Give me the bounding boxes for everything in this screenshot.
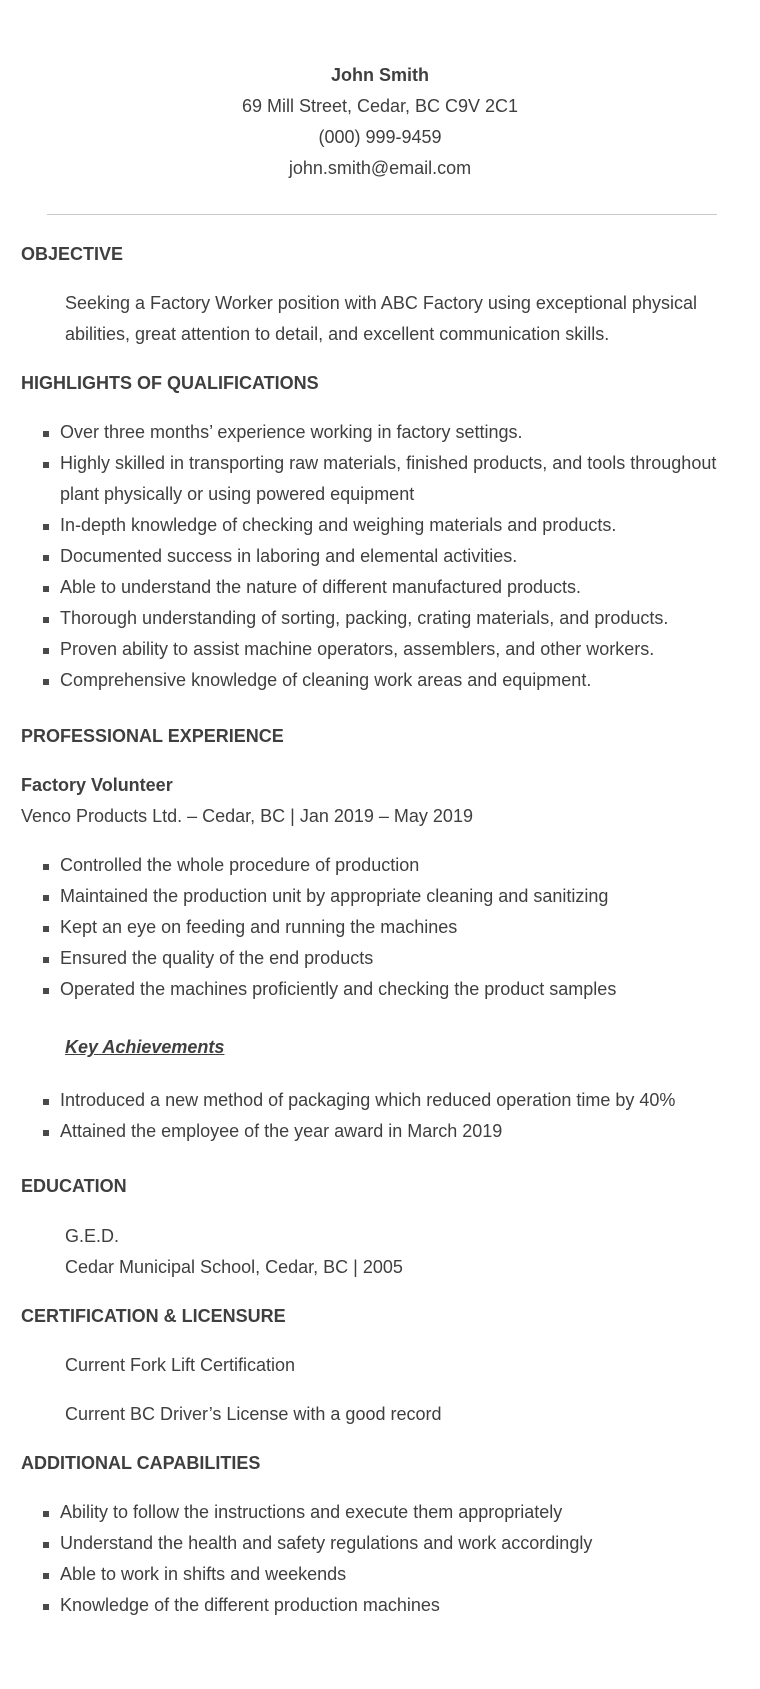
list-item: Over three months’ experience working in factory settings. (60, 417, 760, 448)
list-item: Able to understand the nature of different manufactured products. (60, 572, 760, 603)
job-duties-list (0, 850, 760, 1005)
certification-item: Current BC Driver’s License with a good record (65, 1404, 442, 1424)
list-item: Highly skilled in transporting raw materials, finished products, and tools throughout plant physically or using powered equipment (60, 448, 760, 510)
objective-text: Seeking a Factory Worker position with ABC Factory using exceptional physical abilities, great attention to detail, and excellent communication skills. (65, 293, 697, 344)
certification-section (0, 1304, 760, 1430)
list-item: Ability to follow the instructions and execute them appropriately (60, 1497, 760, 1528)
list-item: Operated the machines proficiently and checking the product samples (60, 974, 760, 1005)
job-meta: Venco Products Ltd. – Cedar, BC | Jan 2019 – May 2019 (21, 806, 473, 826)
section-title-highlights: HIGHLIGHTS OF QUALIFICATIONS (21, 373, 319, 393)
list-item: Understand the health and safety regulations and work accordingly (60, 1528, 760, 1559)
candidate-phone: (000) 999-9459 (318, 127, 442, 147)
candidate-address: 69 Mill Street, Cedar, BC C9V 2C1 (241, 96, 519, 116)
education-school: Cedar Municipal School, Cedar, BC | 2005 (65, 1257, 403, 1277)
achievements-list (0, 1085, 760, 1147)
list-item: Attained the employee of the year award in March 2019 (60, 1116, 760, 1147)
key-achievements-heading: Key Achievements (65, 1037, 225, 1057)
header-divider (47, 214, 717, 215)
list-item: Thorough understanding of sorting, packing, crating materials, and products. (60, 603, 760, 634)
experience-section (0, 724, 760, 1147)
section-title-objective: OBJECTIVE (21, 244, 124, 264)
list-item: In-depth knowledge of checking and weighing materials and products. (60, 510, 760, 541)
highlights-section (0, 371, 760, 696)
resume-header (0, 0, 760, 184)
list-item: Knowledge of the different production machines (60, 1590, 760, 1621)
list-item: Documented success in laboring and elemental activities. (60, 541, 760, 572)
section-title-certification: CERTIFICATION & LICENSURE (21, 1306, 286, 1326)
list-item: Ensured the quality of the end products (60, 943, 760, 974)
job-entry (0, 770, 760, 1147)
list-item: Kept an eye on feeding and running the machines (60, 912, 760, 943)
highlights-list (0, 417, 760, 696)
candidate-email: john.smith@email.com (288, 158, 472, 178)
section-title-education: EDUCATION (21, 1176, 127, 1196)
additional-list (0, 1497, 760, 1621)
list-item: Controlled the whole procedure of production (60, 850, 760, 881)
list-item: Proven ability to assist machine operators, assemblers, and other workers. (60, 634, 760, 665)
additional-section (0, 1451, 760, 1621)
section-title-experience: PROFESSIONAL EXPERIENCE (21, 726, 284, 746)
list-item: Introduced a new method of packaging which reduced operation time by 40% (60, 1085, 760, 1116)
list-item: Able to work in shifts and weekends (60, 1559, 760, 1590)
candidate-name: John Smith (331, 65, 429, 85)
section-title-additional: ADDITIONAL CAPABILITIES (21, 1453, 261, 1473)
job-title: Factory Volunteer (21, 775, 173, 795)
list-item: Comprehensive knowledge of cleaning work areas and equipment. (60, 665, 760, 696)
list-item: Maintained the production unit by appropriate cleaning and sanitizing (60, 881, 760, 912)
objective-section (0, 242, 760, 350)
education-degree: G.E.D. (65, 1226, 120, 1246)
certification-item: Current Fork Lift Certification (65, 1355, 296, 1375)
education-section (0, 1174, 760, 1283)
